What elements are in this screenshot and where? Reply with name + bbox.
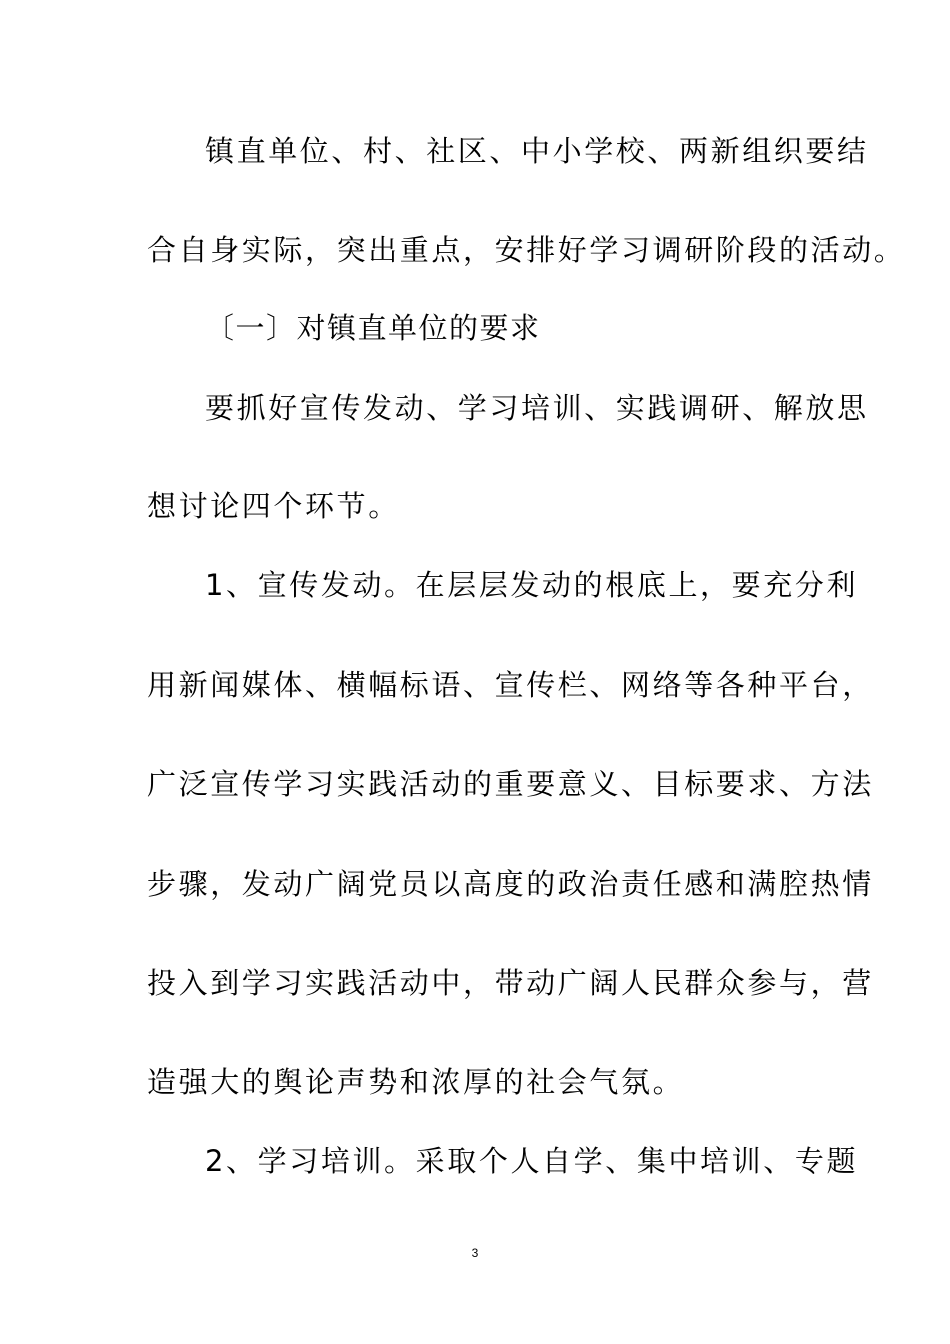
paragraph-line: 1、宣传发动。在层层发动的根底上，要充分利	[205, 568, 859, 602]
paragraph-line: 投入到学习实践活动中，带动广阔人民群众参与，营	[147, 966, 874, 1000]
page-number: 3	[471, 1246, 479, 1260]
paragraph-line: 步骤，发动广阔党员以高度的政治责任感和满腔热情	[147, 867, 874, 901]
paragraph-line: 要抓好宣传发动、学习培训、实践调研、解放思	[205, 391, 869, 425]
paragraph-line: 镇直单位、村、社区、中小学校、两新组织要结	[205, 134, 869, 168]
paragraph-line: 造强大的舆论声势和浓厚的社会气氛。	[147, 1065, 685, 1099]
section-heading: 〔一〕对镇直单位的要求	[205, 311, 541, 345]
paragraph-line: 2、学习培训。采取个人自学、集中培训、专题	[205, 1144, 859, 1178]
paragraph-line: 想讨论四个环节。	[147, 489, 400, 523]
paragraph-line: 合自身实际，突出重点，安排好学习调研阶段的活动。	[147, 233, 906, 267]
paragraph-line: 广泛宣传学习实践活动的重要意义、目标要求、方法	[147, 767, 874, 801]
paragraph-line: 用新闻媒体、横幅标语、宣传栏、网络等各种平台，	[147, 668, 874, 702]
